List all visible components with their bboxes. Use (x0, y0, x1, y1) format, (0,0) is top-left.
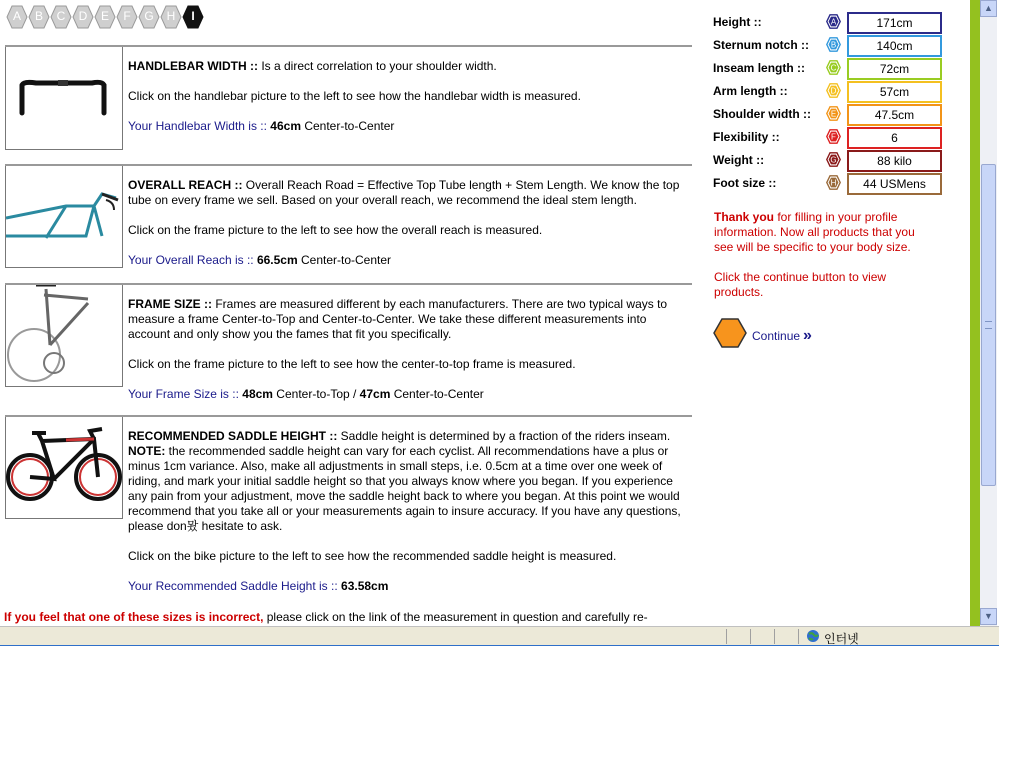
measurement-label[interactable]: Arm length :: (713, 84, 788, 98)
hex-letter-f-icon (826, 129, 841, 144)
incorrect-size-note (4, 610, 648, 624)
continue-hex-icon (713, 318, 747, 348)
result-suffix: Center-to-Center (301, 119, 395, 133)
measurement-row-e[interactable] (713, 104, 943, 124)
frame-size-section (5, 283, 692, 410)
note-label: NOTE: (128, 444, 166, 458)
thank-you-text: for filling in your profile information. Now all products that you see will be specific to your body size. (714, 210, 915, 254)
thank-you-strong: Thank you (714, 210, 775, 224)
result-value: 48cm (242, 387, 273, 401)
svg-text:C: C (830, 63, 837, 73)
measurement-row-f[interactable] (713, 127, 943, 147)
result-suffix: Center-to-Center (297, 253, 392, 267)
security-zone-label: 인터넷 (824, 632, 859, 646)
arrow-down-icon: ▼ (984, 611, 993, 621)
result-label: Your Recommended Saddle Height is :: (128, 579, 342, 593)
measurement-value[interactable]: 57cm (847, 81, 942, 103)
measurement-value[interactable]: 72cm (847, 58, 942, 80)
status-divider (798, 629, 799, 644)
result-label: Your Overall Reach is :: (128, 253, 257, 267)
step-tab-label: A (12, 9, 21, 23)
saddle-height-picture[interactable] (5, 417, 123, 519)
measurement-row-b[interactable] (713, 35, 943, 55)
step-tab-label: E (100, 9, 109, 23)
overall-reach-section (5, 164, 692, 276)
measurement-row-h[interactable] (713, 173, 943, 193)
step-tab-f[interactable] (116, 5, 138, 29)
measurement-value[interactable]: 47.5cm (847, 104, 942, 126)
step-tab-label: B (34, 9, 43, 23)
measurement-value[interactable]: 88 kilo (847, 150, 942, 172)
measurement-value[interactable]: 140cm (847, 35, 942, 57)
step-tab-label: F (123, 9, 131, 23)
thank-you-message (714, 210, 934, 315)
step-tab-b[interactable] (28, 5, 50, 29)
incorrect-size-rest: please click on the link of the measurement in question and carefully re- (263, 610, 648, 624)
status-divider (774, 629, 775, 644)
svg-text:E: E (830, 109, 837, 119)
measurement-label[interactable]: Foot size :: (713, 176, 777, 190)
continue-button[interactable] (713, 318, 833, 348)
hex-letter-a-icon (826, 14, 841, 29)
section-title: RECOMMENDED SADDLE HEIGHT :: (128, 429, 338, 443)
overall-reach-result (128, 253, 688, 268)
measurement-value[interactable]: 44 USMens (847, 173, 942, 195)
section-intro: Overall Reach Road = Effective Top Tube length + Stem Length. We know the top tube on every frame we sell. Based on your overall reach, we recommend the ideal stem length. (128, 178, 680, 207)
measurement-row-g[interactable] (713, 150, 943, 170)
step-tab-label: I (191, 9, 195, 23)
hex-letter-d-icon (826, 83, 841, 98)
measurement-label[interactable]: Shoulder width :: (713, 107, 811, 121)
result-suffix-secondary: Center-to-Center (390, 387, 484, 401)
measurement-row-c[interactable] (713, 58, 943, 78)
result-value: 66.5cm (256, 253, 298, 267)
section-instruction: Click on the frame picture to the left to see how the overall reach is measured. (128, 223, 543, 237)
section-instruction: Click on the handlebar picture to the left to see how the handlebar width is measured. (128, 89, 581, 103)
vertical-scrollbar[interactable] (980, 0, 997, 626)
svg-text:H: H (830, 178, 837, 188)
hex-letter-g-icon (826, 152, 841, 167)
section-intro: Is a direct correlation to your shoulder width. (257, 59, 497, 73)
handlebar-width-result (128, 119, 688, 134)
step-tab-h[interactable] (160, 5, 182, 29)
svg-text:A: A (830, 17, 837, 27)
svg-text:F: F (831, 132, 836, 142)
section-title: OVERALL REACH :: (128, 178, 243, 192)
step-tab-label: G (144, 9, 154, 23)
section-title: HANDLEBAR WIDTH :: (128, 59, 258, 73)
measurement-label[interactable]: Weight :: (713, 153, 765, 167)
hex-letter-c-icon (826, 60, 841, 75)
result-value: 63.58cm (341, 579, 389, 593)
accent-bar (970, 0, 980, 626)
svg-text:G: G (830, 155, 837, 165)
hex-letter-h-icon (826, 175, 841, 190)
frame-size-text (128, 297, 688, 417)
frame-size-result (128, 387, 688, 402)
scroll-up-button[interactable] (980, 0, 997, 17)
measurement-value[interactable]: 171cm (847, 12, 942, 34)
measurement-label[interactable]: Height :: (713, 15, 762, 29)
hex-letter-b-icon (826, 37, 841, 52)
measurement-row-a[interactable] (713, 12, 943, 32)
double-chevron-right-icon: » (803, 327, 812, 344)
measurement-row-d[interactable] (713, 81, 943, 101)
section-instruction: Click on the frame picture to the left to see how the center-to-top frame is measured. (128, 357, 576, 371)
step-tab-c[interactable] (50, 5, 72, 29)
status-divider (726, 629, 727, 644)
incorrect-size-emphasis: If you feel that one of these sizes is incorrect, (4, 610, 264, 624)
saddle-height-section (5, 415, 692, 607)
handlebar-width-section (5, 45, 692, 157)
result-value-secondary: 47cm (359, 387, 391, 401)
saddle-height-result (128, 579, 688, 594)
overall-reach-text (128, 178, 688, 283)
result-label: Your Handlebar Width is :: (128, 119, 271, 133)
step-tab-a[interactable] (6, 5, 28, 29)
result-suffix: Center-to-Top / (272, 387, 360, 401)
step-tab-label: H (166, 9, 176, 23)
step-tab-label: C (56, 9, 66, 23)
section-intro: Saddle height is determined by a fraction of the riders inseam. (337, 429, 671, 443)
svg-text:B: B (830, 40, 837, 50)
result-value: 46cm (270, 119, 301, 133)
handlebar-picture[interactable] (5, 47, 123, 150)
scroll-down-button[interactable] (980, 608, 997, 625)
step-tab-i[interactable] (182, 5, 204, 29)
globe-icon (806, 629, 820, 643)
grip-icon (985, 321, 992, 329)
measurement-label[interactable]: Flexibility :: (713, 130, 780, 144)
svg-text:D: D (830, 86, 837, 96)
step-tab-d[interactable] (72, 5, 94, 29)
section-intro: Frames are measured different by each manufacturers. There are two typical ways to measure a frame Center-to-Top and Center-to-Center. We take these different measurements into account and only show you the fames that fit you specifically. (128, 297, 668, 341)
measurement-label[interactable]: Inseam length :: (713, 61, 806, 75)
note-text: the recommended saddle height can vary for each cyclist. All recommendations have a plus or minus 1cm variance. Also, make all adjustments in small steps, i.e. 0.5cm at a time over one week of riding, and mark your initial saddle height so that you always know where you began. If you experience any pain from your adjustment, move the saddle height back to where you began. At this point we would recommend that you take all or your measurements again to insure accuracy. If you have any questions, please don뫘 hesitate to ask. (128, 444, 681, 533)
handlebar-width-text (128, 59, 688, 149)
overall-reach-picture[interactable] (5, 166, 123, 268)
scrollbar-thumb[interactable] (981, 164, 996, 486)
section-title: FRAME SIZE :: (128, 297, 212, 311)
section-instruction: Click on the bike picture to the left to see how the recommended saddle height is measured. (128, 549, 617, 563)
step-tab-e[interactable] (94, 5, 116, 29)
continue-label[interactable] (752, 327, 812, 345)
step-tab-label: D (78, 9, 88, 23)
step-tab-g[interactable] (138, 5, 160, 29)
status-bar (0, 626, 999, 646)
continue-hint: Click the continue button to view products. (714, 270, 887, 299)
frame-size-picture[interactable] (5, 285, 123, 387)
hex-letter-e-icon (826, 106, 841, 121)
measurement-value[interactable]: 6 (847, 127, 942, 149)
measurement-label[interactable]: Sternum notch :: (713, 38, 809, 52)
saddle-height-text (128, 429, 688, 609)
arrow-up-icon: ▲ (984, 3, 993, 13)
status-divider (750, 629, 751, 644)
result-label: Your Frame Size is :: (128, 387, 243, 401)
continue-text: Continue (752, 329, 801, 343)
